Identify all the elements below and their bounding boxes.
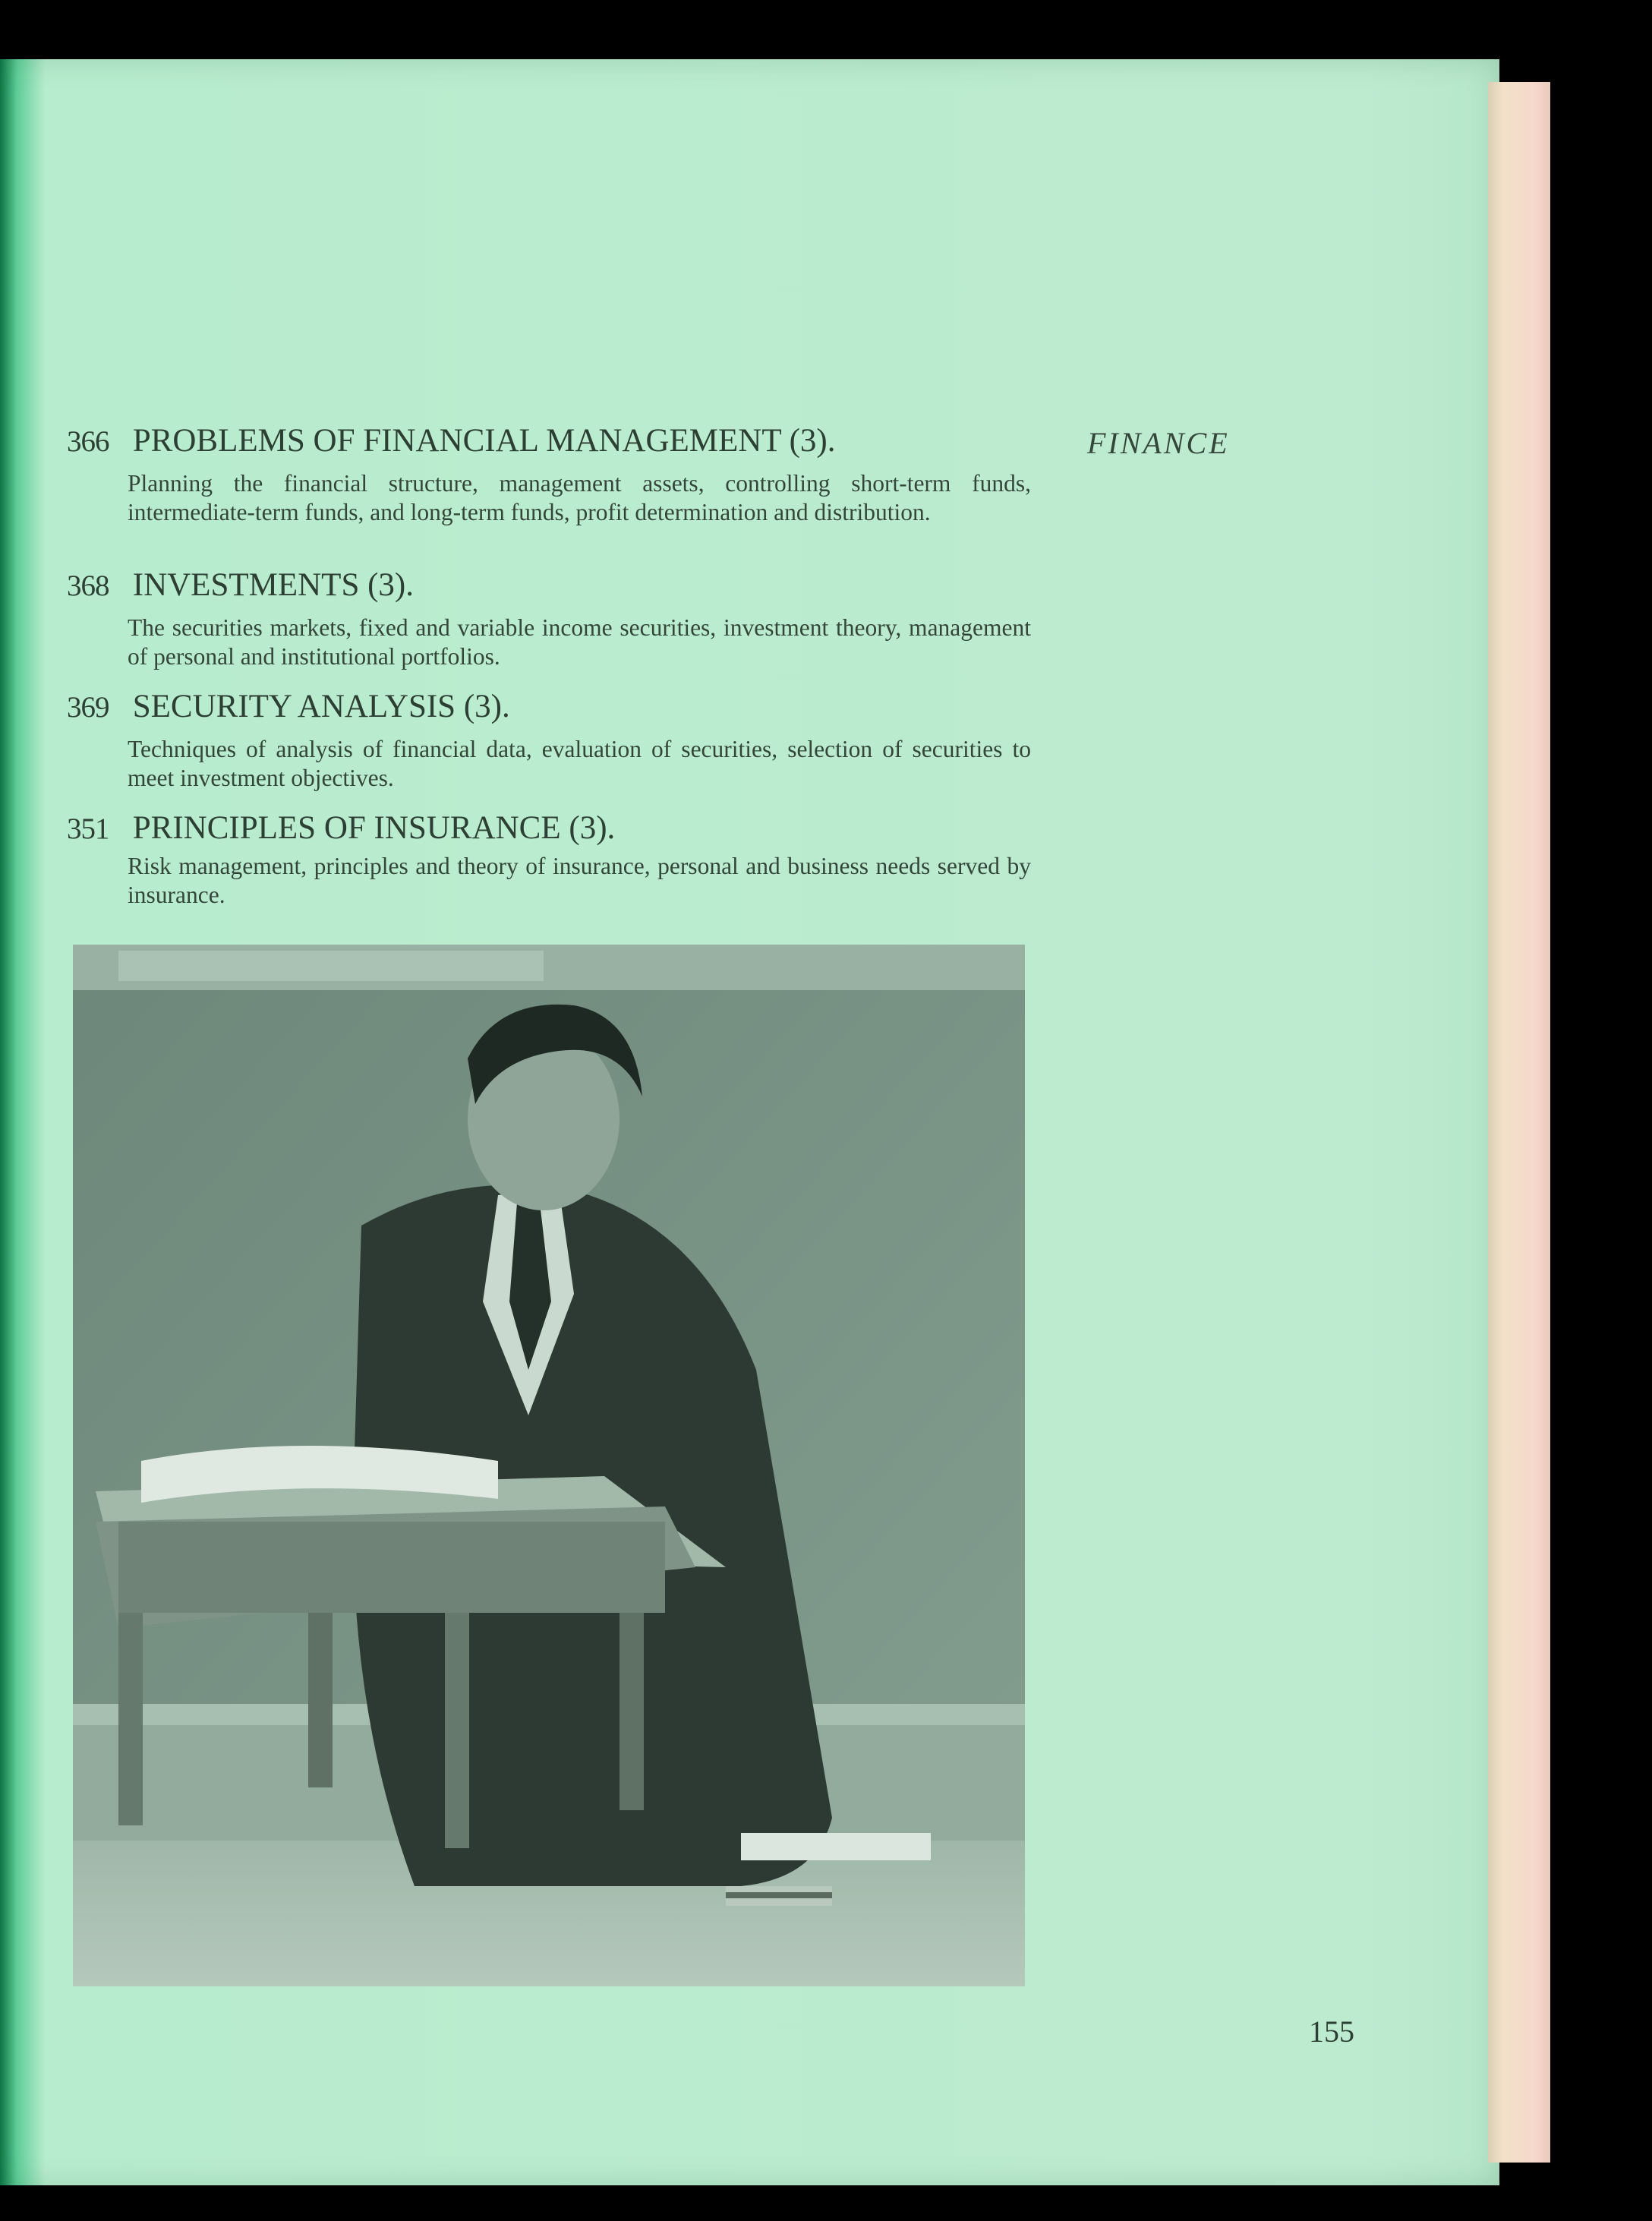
course-369: [67, 687, 1031, 793]
course-description: Techniques of analysis of financial data, evaluation of securities, selection of securities to meet investment objectives.: [128, 736, 1031, 791]
course-title: SECURITY ANALYSIS (3).: [132, 689, 510, 724]
course-heading: [67, 809, 1031, 849]
course-heading: [67, 421, 1031, 462]
course-heading: [67, 566, 1031, 606]
course-description: Risk management, principles and theory of insurance, personal and business needs served by insurance.: [128, 853, 1031, 908]
page-number: 155: [1309, 2014, 1354, 2049]
course-366: [67, 421, 1031, 527]
lecturer-photo: [73, 945, 1025, 1986]
course-number: 369: [67, 691, 109, 724]
course-title: PROBLEMS OF FINANCIAL MANAGEMENT (3).: [132, 423, 836, 459]
course-description: Planning the financial structure, management assets, controlling short-term funds, intermediate-term funds, and long-term funds, profit determination and distribution.: [128, 470, 1031, 525]
page-edge: [1488, 82, 1550, 2163]
course-number: 366: [67, 425, 109, 458]
course-heading: [67, 687, 1031, 727]
section-heading: FINANCE: [1087, 426, 1230, 460]
lecturer-photo-illustration: [73, 945, 1025, 1986]
course-title: PRINCIPLES OF INSURANCE (3).: [132, 810, 616, 846]
course-number: 351: [67, 812, 109, 845]
course-title: INVESTMENTS (3).: [132, 567, 414, 603]
course-368: [67, 566, 1031, 671]
course-number: 368: [67, 569, 109, 602]
course-description: The securities markets, fixed and variable income securities, investment theory, management of personal and institutional portfolios.: [128, 614, 1031, 670]
course-351: [67, 809, 1031, 910]
